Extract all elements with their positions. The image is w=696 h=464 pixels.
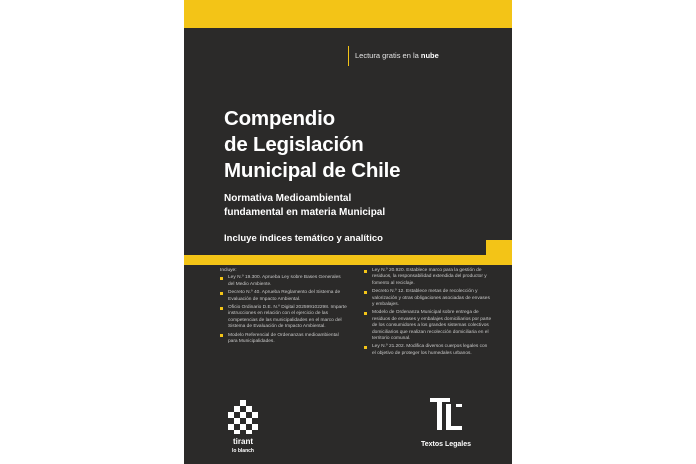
book-cover	[184, 0, 512, 464]
promo-bold: nube	[420, 51, 439, 60]
title-line-2: de Legislación	[224, 133, 364, 156]
contents-column-right	[364, 268, 492, 359]
promo-label	[348, 46, 439, 66]
bullet-icon	[364, 270, 367, 273]
bullet-icon	[364, 312, 367, 315]
bullet-icon	[364, 346, 367, 349]
contents-column-left	[220, 268, 348, 347]
list-item: Modelo de Ordenanza Municipal sobre entrega de residuos de envases y embalajes domiciliarios por parte de los consumidores a los grandes sistemas colectivos domiciliarios que realizan recolección domiciliaria en el territorio comunal.	[364, 310, 492, 342]
tirant-lo-blanch-logo-icon	[223, 398, 263, 458]
list-item: Ley N.º 21.202. Modifica diversos cuerpos legales con el objetivo de proteger los humedales urbanos.	[364, 344, 492, 357]
bullet-icon	[220, 334, 223, 337]
collection-label: Textos Legales	[420, 441, 472, 448]
includes-heading: Incluye:	[220, 268, 237, 273]
publisher-logo-text-2: lo blanch	[232, 448, 254, 454]
list-item: Ley N.º 20.920. Establece marco para la gestión de residuos, la responsabilidad extendida del productor y fomento al reciclaje.	[364, 268, 492, 287]
publisher-logo-text-1: tirant	[233, 437, 253, 446]
book-subtitle	[224, 192, 385, 220]
bullet-icon	[364, 291, 367, 294]
list-item: Oficio Ordinario D.E. N.º Digital 202599102298. Imparte instrucciones en relación con el ejercicio de las competencias de las municipalidades en el marco del Sistema de Evaluación de Impacto Ambiental.	[220, 305, 348, 331]
tl-monogram-icon	[418, 392, 474, 448]
top-yellow-band	[184, 0, 512, 28]
list-item: Ley N.º 19.300. Aprueba Ley sobre Bases Generales del Medio Ambiente.	[220, 275, 348, 288]
list-item: Modelo Referencial de Ordenanzas medioambiental para Municipalidades.	[220, 333, 348, 346]
title-line-1: Compendio	[224, 107, 335, 130]
subtitle-line-2: fundamental en materia Municipal	[224, 207, 386, 218]
bullet-icon	[220, 277, 223, 280]
indices-note: Incluye índices temático y analítico	[224, 233, 383, 244]
middle-yellow-band	[184, 255, 512, 265]
promo-prefix: Lectura gratis en la	[355, 51, 419, 60]
bullet-icon	[220, 307, 223, 310]
title-line-3: Municipal de Chile	[224, 159, 401, 182]
list-item: Decreto N.º 40. Aprueba Reglamento del Sistema de Evaluación de Impacto Ambiental.	[220, 290, 348, 303]
bullet-icon	[220, 292, 223, 295]
list-item: Decreto N.º 12. Establece metas de recolección y valorización y otras obligaciones asociadas de envases y embalajes.	[364, 289, 492, 308]
subtitle-line-1: Normativa Medioambiental	[224, 193, 352, 204]
book-title	[224, 106, 400, 184]
